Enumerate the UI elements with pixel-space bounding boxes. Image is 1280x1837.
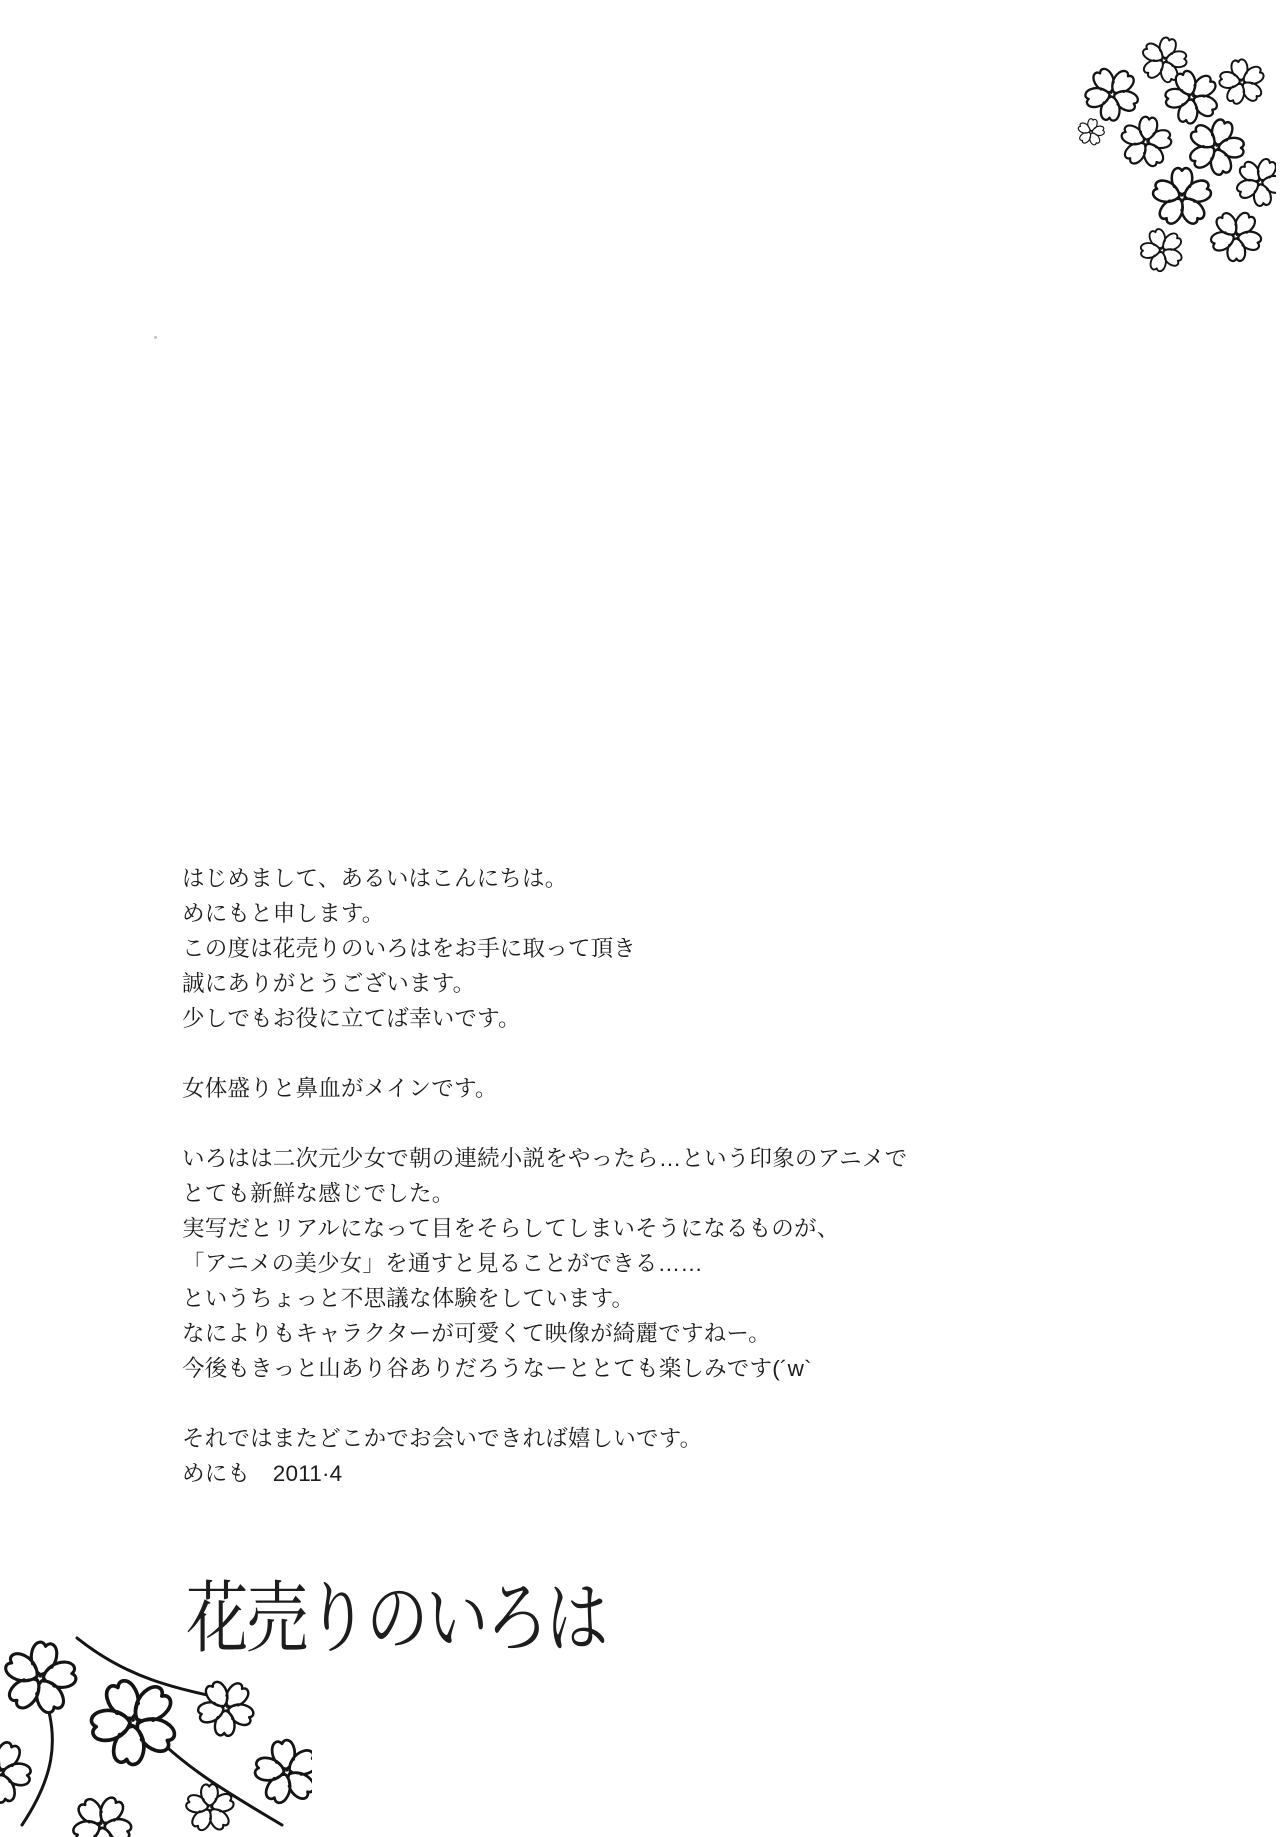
text-line: とても新鮮な感じでした。 — [182, 1181, 455, 1206]
text-line: いろはは二次元少女で朝の連続小説をやったら…という印象のアニメで — [182, 1146, 908, 1171]
scan-speck — [154, 336, 157, 339]
text-line: はじめまして、あるいはこんにちは。 — [182, 866, 568, 891]
text-line: それではまたどこかでお会いできれば嬉しいです。 — [182, 1426, 703, 1451]
cherry-blossom-cluster-icon — [1046, 20, 1276, 280]
text-line: というちょっと不思議な体験をしています。 — [182, 1286, 635, 1311]
afterword-paragraph-theme — [182, 1071, 907, 1106]
cherry-blossom-branch-icon — [0, 1620, 312, 1837]
author-signature-line: めにも 2011·4 — [182, 1461, 343, 1486]
book-title: 花売りのいろは — [186, 1574, 607, 1664]
text-line: 女体盛りと鼻血がメインです。 — [182, 1076, 498, 1101]
afterword-paragraph-impressions — [182, 1141, 907, 1386]
text-line: なによりもキャラクターが可愛くて映像が綺麗ですねー。 — [182, 1321, 771, 1346]
text-line: めにもと申します。 — [182, 901, 385, 926]
text-line: 「アニメの美少女」を通すと見ることができる…… — [182, 1251, 703, 1276]
text-line: 少しでもお役に立てば幸いです。 — [182, 1006, 521, 1031]
text-line: この度は花売りのいろはをお手に取って頂き — [182, 936, 637, 961]
afterword-text — [182, 861, 907, 1491]
text-line: 誠にありがとうございます。 — [182, 971, 476, 996]
afterword-paragraph-greeting — [182, 861, 907, 1036]
text-line: 今後もきっと山あり谷ありだろうなーととても楽しみです(´w` — [182, 1356, 812, 1381]
text-line: 実写だとリアルになって目をそらしてしまいそうになるものが、 — [182, 1216, 840, 1241]
afterword-paragraph-signoff — [182, 1421, 907, 1491]
